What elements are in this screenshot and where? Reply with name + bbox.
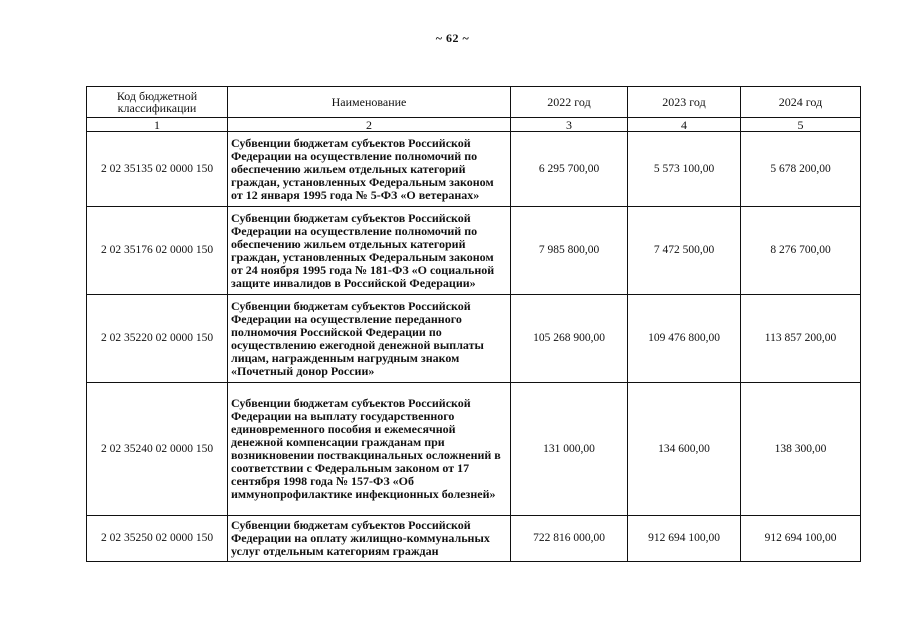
table-row [87,516,861,562]
name-cell: Субвенции бюджетам субъектов Российской Федерации на осуществление полномочий по обеспечению жильем отдельных категорий граждан, установленных Федеральным законом от 12 января 1995 года № 5-ФЗ «О ветеранах» [228,132,511,207]
column-number: 4 [628,118,741,132]
value-2022-cell: 722 816 000,00 [511,516,628,562]
name-cell: Субвенции бюджетам субъектов Российской Федерации на выплату государственного единовременного пособия и ежемесячной денежной компенсации гражданам при возникновении поствакцинальных осложнений в соответствии с Федеральным законом от 17 сентября 1998 года № 157-ФЗ «Об иммунопрофилактике инфекционных болезней» [228,383,511,516]
value-2022-cell: 7 985 800,00 [511,207,628,295]
table-row [87,383,861,516]
budget-code-cell: 2 02 35250 02 0000 150 [87,516,228,562]
value-2024-cell: 912 694 100,00 [741,516,861,562]
budget-code-cell: 2 02 35220 02 0000 150 [87,295,228,383]
value-2023-cell: 7 472 500,00 [628,207,741,295]
header-row [87,87,861,118]
value-2024-cell: 113 857 200,00 [741,295,861,383]
table-row [87,295,861,383]
value-2024-cell: 5 678 200,00 [741,132,861,207]
value-2023-cell: 912 694 100,00 [628,516,741,562]
value-2023-cell: 5 573 100,00 [628,132,741,207]
budget-code-cell: 2 02 35135 02 0000 150 [87,132,228,207]
header-code: Код бюджетной классификации [87,87,228,118]
column-number: 3 [511,118,628,132]
table-row [87,207,861,295]
name-cell: Субвенции бюджетам субъектов Российской Федерации на осуществление полномочий по обеспечению жильем отдельных категорий граждан, установленных Федеральным законом от 24 ноября 1995 года № 181-ФЗ «О социальной защите инвалидов в Российской Федерации» [228,207,511,295]
value-2024-cell: 8 276 700,00 [741,207,861,295]
header-2023: 2023 год [628,87,741,118]
budget-code-cell: 2 02 35176 02 0000 150 [87,207,228,295]
page-number: ~ 62 ~ [435,31,470,45]
budget-table [86,86,861,562]
column-number: 5 [741,118,861,132]
name-cell: Субвенции бюджетам субъектов Российской Федерации на осуществление переданного полномочия Российской Федерации по осуществлению ежегодной денежной выплаты лицам, награжденным нагрудным знаком «Почетный донор России» [228,295,511,383]
name-cell: Субвенции бюджетам субъектов Российской Федерации на оплату жилищно-коммунальных услуг отдельным категориям граждан [228,516,511,562]
column-number: 2 [228,118,511,132]
header-name: Наименование [228,87,511,118]
value-2022-cell: 105 268 900,00 [511,295,628,383]
value-2022-cell: 6 295 700,00 [511,132,628,207]
budget-code-cell: 2 02 35240 02 0000 150 [87,383,228,516]
column-number: 1 [87,118,228,132]
value-2023-cell: 109 476 800,00 [628,295,741,383]
table-row [87,132,861,207]
header-2022: 2022 год [511,87,628,118]
column-number-row [87,118,861,132]
value-2024-cell: 138 300,00 [741,383,861,516]
header-2024: 2024 год [741,87,861,118]
value-2022-cell: 131 000,00 [511,383,628,516]
value-2023-cell: 134 600,00 [628,383,741,516]
